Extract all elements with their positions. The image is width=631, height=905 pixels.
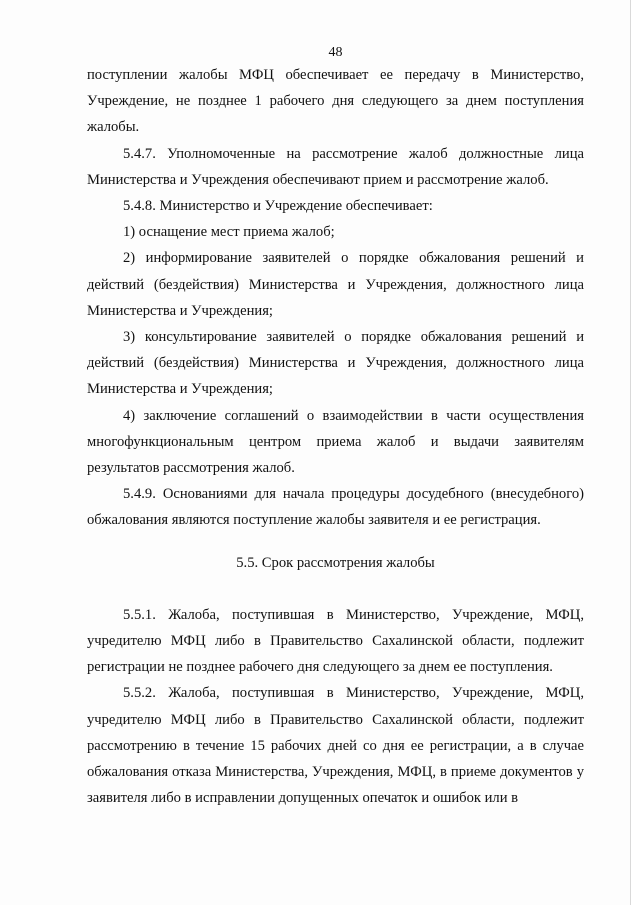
list-item-1: 1) оснащение мест приема жалоб; [123,224,335,241]
section-heading: 5.5. Срок рассмотрения жалобы [236,554,435,571]
list-item-4: 4) заключение соглашений о взаимодействии в части осуществления многофункциональным центром приема жалоб и выдачи заявителям результатов рассмотрения жалоб. [87,407,584,477]
paragraph-5-5-1: 5.5.1. Жалоба, поступившая в Министерство, Учреждение, МФЦ, учредителю МФЦ либо в Правительство Сахалинской области, подлежит регистрации не позднее рабочего дня следующего за днем ее поступления. [87,606,584,676]
paragraph-continuation: поступлении жалобы МФЦ обеспечивает ее передачу в Министерство, Учреждение, не позднее 1 рабочего дня следующего за днем поступления жалобы. [87,67,584,136]
paragraph-5-5-2: 5.5.2. Жалоба, поступившая в Министерство, Учреждение, МФЦ, учредителю МФЦ либо в Правительство Сахалинской области, подлежит рассмотрению в течение 15 рабочих дней со дня ее регистрации, а в случае обжалования отказа Министерства, Учреждения, МФЦ, в приеме документов у заявителя либо в исправлении допущенных опечаток и ошибок или в [87,685,584,807]
paragraph-5-4-7: 5.4.7. Уполномоченные на рассмотрение жалоб должностные лица Министерства и Учреждения обеспечивают прием и рассмотрение жалоб. [87,145,584,188]
paragraph-5-4-8: 5.4.8. Министерство и Учреждение обеспечивает: [123,198,433,215]
paragraph-5-4-9: 5.4.9. Основаниями для начала процедуры досудебного (внесудебного) обжалования являются поступление жалобы заявителя и ее регистрация. [87,486,584,529]
list-item-2: 2) информирование заявителей о порядке обжалования решений и действий (бездействия) Министерства и Учреждения, должностного лица Министерства и Учреждения; [87,250,584,319]
page-number: 48 [328,45,343,60]
list-item-3: 3) консультирование заявителей о порядке обжалования решений и действий (бездействия) Министерства и Учреждения, должностного лица Министерства и Учреждения; [87,329,584,398]
document-body [87,62,584,811]
